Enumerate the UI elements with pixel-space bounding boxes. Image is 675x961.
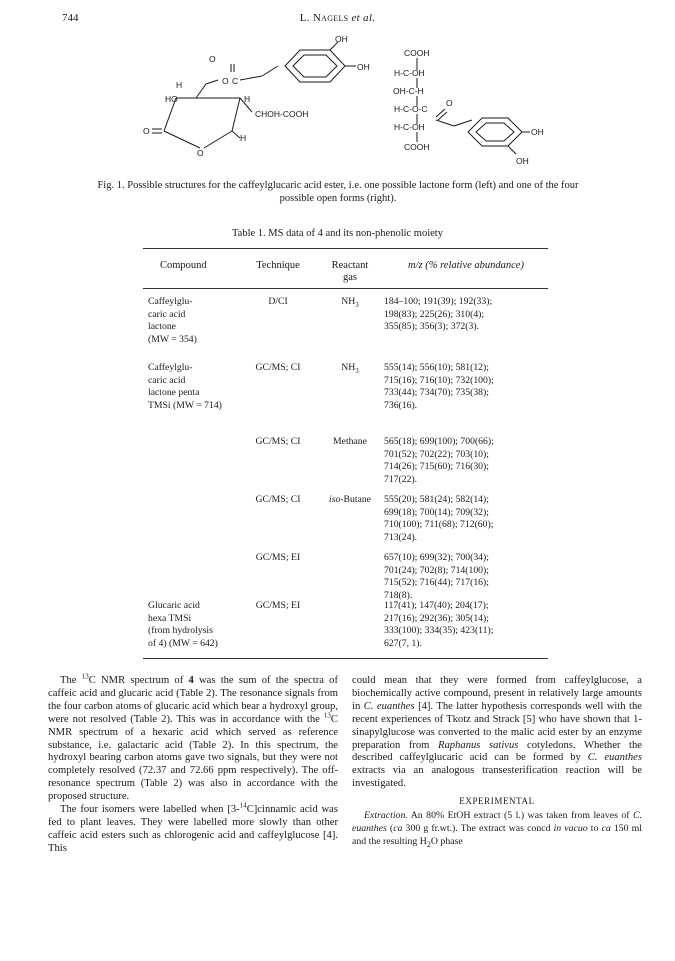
table-title: Table 1. MS data of 4 and its non-phenolic moiety	[232, 228, 443, 239]
mz-line: 713(24).	[384, 531, 418, 543]
mz-line: 657(10); 699(32); 700(34);	[384, 552, 489, 563]
compound-line: caric acid	[148, 374, 186, 386]
label-h-right: H	[244, 94, 251, 104]
mz-line: 627(7, 1).	[384, 637, 422, 649]
mz-line: 117(41); 147(40); 204(17);	[384, 600, 489, 611]
reactant-header-line1: Reactant	[331, 260, 369, 271]
table-cell-reactant-gas: iso-Butane	[329, 494, 371, 505]
reactant-header-line2: gas	[343, 272, 357, 283]
label-oh-right-benzene-2: OH	[516, 156, 529, 166]
table-cell-technique: GC/MS; CI	[255, 436, 301, 447]
label-hcoh-2: H-C-OH	[394, 122, 425, 132]
mz-line: 184–100; 191(39); 192(33);	[384, 296, 493, 307]
table-cell-technique: GC/MS; EI	[255, 600, 301, 611]
compound-line: Caffeylglu-	[148, 362, 193, 373]
mz-line: 333(100); 334(35); 423(11);	[384, 625, 494, 637]
mz-line: 355(85); 356(3); 372(3).	[384, 321, 479, 333]
compound-line: hexa TMSi	[148, 612, 192, 624]
table-cell-reactant-gas: $NH_3$	[341, 296, 359, 309]
compound-line: lactone penta	[148, 387, 200, 399]
table-header-rule	[143, 288, 548, 289]
table-header-reactant	[318, 260, 382, 284]
mz-line: 715(16); 716(10); 732(100);	[384, 374, 494, 386]
mz-line: 717(22).	[384, 473, 418, 485]
label-h-top: H	[176, 80, 183, 90]
mz-line: 555(20); 581(24); 582(14);	[384, 494, 489, 505]
label-o-carbonyl: O	[209, 54, 216, 64]
label-c-ester: C	[232, 76, 239, 86]
label-oh-benzene-top: OH	[335, 34, 348, 44]
label-ohch: OH-C-H	[393, 86, 424, 96]
label-o-right-ester: O	[446, 98, 453, 108]
table-cell-mz	[384, 362, 548, 412]
paragraph-extraction: Extraction. An 80% EtOH extract (5 l.) was taken from leaves of C. euanthes (ca 300 g fr.wt.). The extract was concd in vacuo to ca 150 ml and the resulting $H_2O$ phase	[352, 810, 643, 849]
section-heading-experimental: EXPERIMENTAL	[459, 796, 535, 807]
label-hcoh-1: H-C-OH	[394, 68, 425, 78]
mz-line: 733(44); 734(70); 735(38);	[384, 387, 489, 399]
table-cell-mz	[384, 296, 548, 334]
label-o-lactone-carbonyl: O	[143, 126, 150, 136]
table-cell-mz	[384, 494, 548, 544]
table-bottom-rule	[143, 658, 548, 659]
table-cell-technique: D/CI	[268, 296, 288, 307]
compound-line: Caffeylglu-	[148, 296, 193, 307]
compound-line: (from hydrolysis	[148, 625, 213, 637]
table-cell-mz	[384, 552, 548, 602]
compound-line: lactone	[148, 321, 176, 333]
table-cell-mz	[384, 436, 548, 486]
table-cell-reactant-gas: $NH_3$	[341, 362, 359, 375]
mz-header-text: m/z (% relative abundance)	[408, 260, 524, 271]
label-h-lower: H	[240, 133, 247, 143]
label-cooh-bottom: COOH	[404, 142, 430, 152]
mz-line: 565(18); 699(100); 700(66);	[384, 436, 494, 447]
label-cooh-top: COOH	[404, 48, 430, 58]
mz-line: 555(14); 556(10); 581(12);	[384, 362, 489, 373]
table-cell-technique: GC/MS; EI	[255, 552, 301, 563]
figure-caption: Fig. 1. Possible structures for the caffeylglucaric acid ester, i.e. one possible lactone form (left) and one of the four possible open forms (right).	[97, 180, 579, 204]
table-cell-reactant-gas: Methane	[333, 436, 367, 447]
mz-line: 699(18); 700(14); 709(32);	[384, 506, 489, 518]
paragraph-nmr: The $^{13}$C NMR spectrum of 4 was the sum of the spectra of caffeic acid and glucaric acid (Table 2). The resonance signals from the four carbon atoms of glucaric acid which bear a hydroxyl group, were not resolved (Table 2). This was in accordance with the $^{13}$C NMR spectrum of a hexaric acid which served as reference substance, i.e. galactaric acid (Table 2). In this spectrum, the hydroxyl bearing carbon atoms gave two signals, but they were not completely resolved (72.37 and 72.66 ppm respectively). The off-resonance spectrum (Table 2) was also in accordance with the proposed structure.	[48, 672, 338, 803]
running-head	[0, 12, 675, 24]
table-top-rule	[143, 248, 548, 249]
label-oh-benzene-right: OH	[357, 62, 370, 72]
table-header-technique: Technique	[256, 260, 300, 271]
mz-line: 710(100); 711(68); 712(60);	[384, 519, 494, 531]
label-oh-right-benzene-1: OH	[531, 127, 544, 137]
page-number: 744	[62, 12, 79, 24]
label-chohcooh: CHOH-COOH	[255, 109, 309, 119]
body-column-right	[352, 675, 642, 852]
compound-line: Glucaric acid	[148, 600, 200, 611]
label-o-ester: O	[222, 76, 229, 86]
mz-line: 718(8).	[384, 589, 413, 601]
mz-line: 736(16).	[384, 399, 418, 411]
label-o-ring: O	[197, 148, 204, 158]
compound-line: caric acid	[148, 308, 186, 320]
label-ho: HO	[165, 94, 178, 104]
compound-line: TMSi (MW = 714)	[148, 399, 222, 411]
running-head-etal: et al.	[351, 12, 376, 24]
paragraph-hypothesis: could mean that they were formed from caffeylglucose, a biochemically active compound, present in relatively large amounts in C. euanthes [4]. The latter hypothesis corresponds well with the recent experiences of Tkotz and Strack [5] who have shown that 1-sinapylglucose was converted to the malic acid ester by an enzyme preparation from Raphanus sativus cotyledons. Whether the described caffeylglucaric acid can be formed by C. euanthes extracts via an analogous transesterification reaction will be investigated.	[352, 675, 643, 790]
mz-line: 714(26); 715(60); 716(30);	[384, 461, 489, 473]
mz-line: 701(24); 702(8); 714(100);	[384, 564, 489, 576]
label-hcoc: H-C-O-C	[394, 104, 428, 114]
structure-figure	[0, 28, 675, 178]
mz-line: 198(83); 225(26); 310(4);	[384, 308, 485, 320]
running-head-author: L. Nagels	[299, 12, 349, 24]
mz-line: 217(16); 292(36); 305(14);	[384, 612, 489, 624]
table-cell-technique: GC/MS; CI	[255, 494, 301, 505]
mz-line: 701(52); 702(22); 703(10);	[384, 448, 489, 460]
table-cell-technique: GC/MS; CI	[255, 362, 301, 373]
table-cell-mz	[384, 600, 548, 650]
body-column-left	[48, 672, 338, 856]
compound-line: (MW = 354)	[148, 333, 197, 345]
mz-line: 715(52); 716(44); 717(16);	[384, 577, 489, 589]
table-header-mz	[384, 260, 548, 272]
paragraph-labelling: The four isomers were labelled when [3-$^{14}$C]cinnamic acid was fed to plant leaves. They were labelled more slowly than other caffeic acid esters such as chlorogenic acid and caffeylglucose [4]. This	[48, 801, 338, 854]
compound-line: of 4) (MW = 642)	[148, 637, 218, 649]
table-header-compound: Compound	[160, 260, 207, 271]
